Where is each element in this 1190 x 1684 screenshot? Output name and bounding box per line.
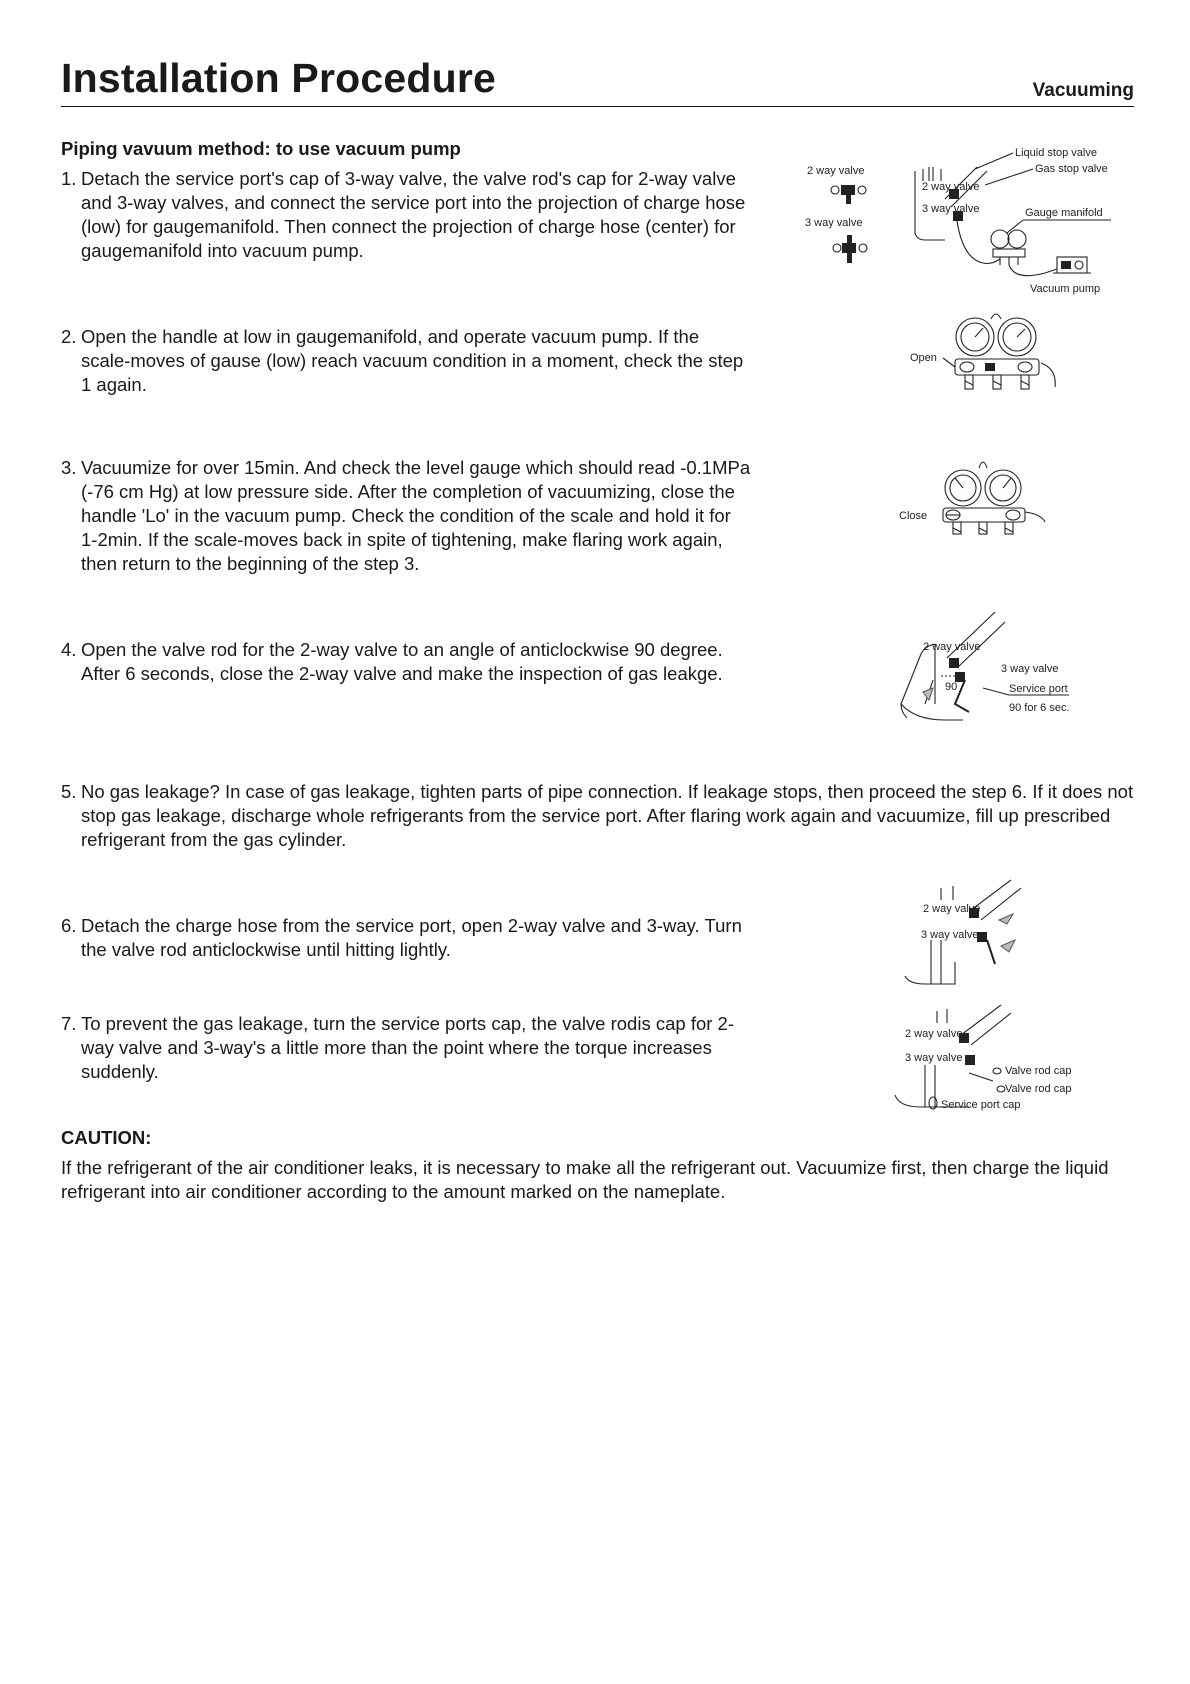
valve-rod-cap-icon xyxy=(997,1086,1005,1092)
section-tag: Vacuuming xyxy=(1032,80,1134,101)
gauge-manifold-icon xyxy=(991,230,1026,265)
step-number: 6. xyxy=(61,915,77,936)
caution-heading: CAUTION: xyxy=(61,1127,152,1148)
valve-rod-cap-icon xyxy=(993,1068,1001,1074)
page-title: Installation Procedure xyxy=(61,55,497,101)
step-7 xyxy=(61,1012,751,1084)
figure-valve-open-90 xyxy=(885,608,1085,728)
label-2-way-valve: 2 way valve xyxy=(905,1028,963,1040)
step-number: 3. xyxy=(61,457,77,478)
vacuum-pump-icon xyxy=(1053,257,1091,273)
step-number: 5. xyxy=(61,781,77,802)
label-vacuum-pump: Vacuum pump xyxy=(1030,283,1101,295)
step-text: To prevent the gas leakage, turn the service ports cap, the valve rodis cap for 2-way valve and 3-way's a little more than the point where the torque increases suddenly. xyxy=(81,1013,734,1082)
step-text: No gas leakage? In case of gas leakage, tighten parts of pipe connection. If leakage stops, then proceed the step 6. If it does not stop gas leakage, discharge whole refrigerants from the service port. After flaring work again and vacuumize, fill up prescribed refrigerant from the gas cylinder. xyxy=(81,781,1134,850)
figure-vacuum-setup xyxy=(795,143,1125,303)
valve-3-way-icon xyxy=(833,235,867,263)
caution-text: If the refrigerant of the air conditioner leaks, it is necessary to make all the refrigerant out. Vacuumize first, then charge the liquid refrigerant into air conditioner according to the amount marked on the nameplate. xyxy=(61,1157,1109,1202)
step-number: 1. xyxy=(61,168,77,189)
label-2-way-valve: 2 way valve xyxy=(923,641,981,653)
label-3-way-valve: 3 way valve xyxy=(921,929,979,941)
step-text: Vacuumize for over 15min. And check the level gauge which should read -0.1MPa (-76 cm Hg) at low pressure side. After the completion of vacuumizing, close the handle 'Lo' in the vacuum pump. Check the condition of the scale and hold it for 1-2min. If the scale-moves back in spite of tightening, make flaring work again, then return to the beginning of the step 3. xyxy=(81,457,751,574)
label-angle-90: 90 xyxy=(945,681,958,693)
step-5 xyxy=(61,780,1141,852)
label-open: Open xyxy=(910,352,937,364)
step-4 xyxy=(61,638,751,686)
figure-manifold-open xyxy=(895,303,1065,408)
figure-manifold-close xyxy=(895,448,1065,553)
figure-detach-hose xyxy=(895,880,1045,990)
step-1 xyxy=(61,167,751,263)
label-3-way-valve: 3 way valve xyxy=(905,1052,963,1064)
label-valve-rod-cap-1: Valve rod cap xyxy=(1005,1065,1072,1077)
label-gauge-manifold: Gauge manifold xyxy=(1025,207,1103,219)
step-number: 2. xyxy=(61,326,77,347)
step-3 xyxy=(61,456,751,576)
method-subheading: Piping vavuum method: to use vacuum pump xyxy=(61,138,461,159)
step-number: 7. xyxy=(61,1013,77,1034)
label-gas-stop-valve: Gas stop valve xyxy=(1035,163,1108,175)
label-3-way-valve-unit: 3 way valve xyxy=(922,203,980,215)
label-timing: 90 for 6 sec. xyxy=(1009,702,1070,714)
label-3-way-valve: 3 way valve xyxy=(805,217,863,229)
label-liquid-stop-valve: Liquid stop valve xyxy=(1015,147,1097,159)
figure-valve-caps xyxy=(885,1003,1085,1123)
step-2 xyxy=(61,325,751,397)
step-text: Open the valve rod for the 2-way valve to an angle of anticlockwise 90 degree. After 6 seconds, close the 2-way valve and make the inspection of gas leakge. xyxy=(81,639,723,684)
label-2-way-valve: 2 way valve xyxy=(807,165,865,177)
label-service-port: Service port xyxy=(1009,683,1068,695)
gauge-manifold-icon xyxy=(955,314,1055,389)
valve-2-way-icon xyxy=(831,185,866,204)
label-2-way-valve-unit: 2 way valve xyxy=(922,181,980,193)
label-valve-rod-cap-2: Valve rod cap xyxy=(1005,1083,1072,1095)
title-divider xyxy=(61,106,1134,107)
step-6 xyxy=(61,914,751,962)
gauge-manifold-icon xyxy=(943,462,1045,534)
step-number: 4. xyxy=(61,639,77,660)
step-text: Detach the charge hose from the service port, open 2-way valve and 3-way. Turn the valve rod anticlockwise until hitting lightly. xyxy=(81,915,742,960)
step-text: Open the handle at low in gaugemanifold, and operate vacuum pump. If the scale-moves of gause (low) reach vacuum condition in a moment, check the step 1 again. xyxy=(81,326,744,395)
label-close: Close xyxy=(899,510,928,522)
label-service-port-cap: Service port cap xyxy=(941,1099,1021,1111)
step-text: Detach the service port's cap of 3-way valve, the valve rod's cap for 2-way valve and 3-way valves, and connect the service port into the projection of charge hose (low) for gaugemanifold. Then connect the projection of charge hose (center) for gaugemanifold into vacuum pump. xyxy=(81,168,746,261)
label-3-way-valve: 3 way valve xyxy=(1001,663,1059,675)
label-2-way-valve: 2 way valve xyxy=(923,903,981,915)
